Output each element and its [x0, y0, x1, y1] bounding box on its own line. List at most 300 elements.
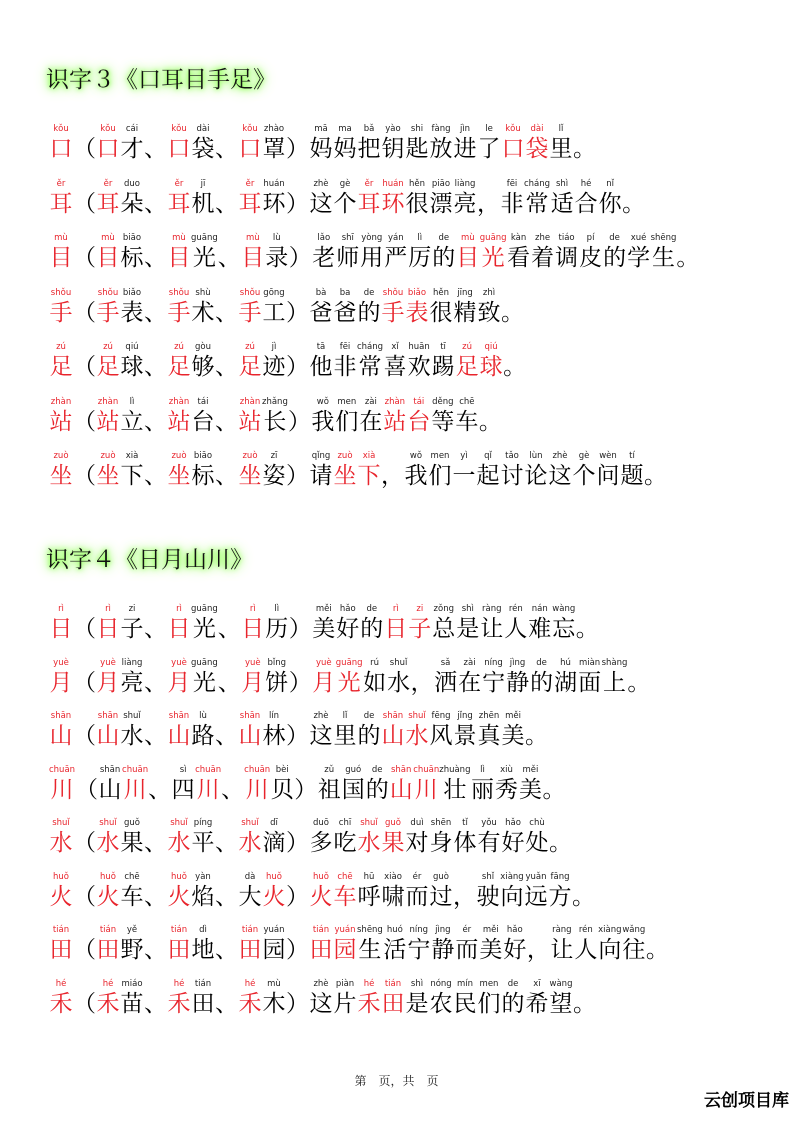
hanzi: 望: [549, 990, 573, 1017]
hanzi: 这: [309, 990, 333, 1017]
pinyin: rì: [249, 604, 256, 614]
hanzi-with-pinyin: [627, 215, 651, 271]
hanzi-with-pinyin: [384, 215, 408, 271]
pinyin: shuǐ: [123, 711, 141, 721]
hanzi-with-pinyin: [383, 379, 407, 435]
hanzi: 真: [477, 723, 501, 749]
hanzi: 水: [120, 723, 144, 749]
hanzi: 月: [167, 669, 191, 696]
hanzi: 四: [171, 776, 195, 803]
pinyin: ěr: [56, 178, 66, 189]
hanzi: 袋: [525, 136, 549, 162]
hanzi-with-pinyin: [167, 324, 191, 380]
hanzi-with-pinyin: [167, 800, 191, 856]
pinyin: shuǐ: [170, 818, 188, 828]
hanzi-with-pinyin: [359, 379, 383, 435]
hanzi: 调: [555, 245, 579, 271]
hanzi-with-pinyin: [494, 747, 518, 803]
hanzi-with-pinyin: [262, 907, 286, 963]
hanzi: 希: [525, 990, 549, 1017]
hanzi-with-pinyin: [120, 800, 144, 856]
pinyin: tián: [312, 925, 330, 935]
hanzi-with-pinyin: [120, 640, 144, 696]
hanzi-with-pinyin: [360, 586, 384, 642]
hanzi: 工: [262, 299, 286, 326]
pinyin: shǒu: [239, 287, 261, 298]
pinyin: shēn: [430, 818, 452, 828]
punctuation: ）: [286, 354, 309, 380]
hanzi-with-pinyin: [309, 161, 333, 217]
punctuation: （: [75, 776, 99, 803]
hanzi-with-pinyin: [429, 961, 453, 1017]
hanzi: 民: [453, 990, 477, 1017]
hanzi: 球: [120, 354, 144, 380]
hanzi-with-pinyin: [309, 433, 333, 489]
pinyin: wǒ: [316, 396, 329, 407]
hanzi-with-pinyin: [405, 161, 429, 217]
pinyin: rén: [508, 604, 523, 614]
hanzi-with-pinyin: [429, 270, 453, 326]
hanzi-with-pinyin: [191, 640, 218, 696]
hanzi: 里: [333, 723, 357, 749]
hanzi: 啸: [381, 883, 405, 910]
pinyin: mā: [314, 124, 328, 134]
punctuation: 、: [144, 408, 167, 435]
hanzi: 等: [431, 408, 455, 435]
hanzi: 的: [432, 245, 456, 271]
pinyin: tián: [170, 925, 188, 935]
hanzi-with-pinyin: [357, 907, 383, 963]
pinyin: dì: [199, 925, 207, 935]
hanzi: 耳: [96, 190, 120, 217]
pinyin: lǐ: [558, 124, 564, 134]
hanzi: 田: [309, 937, 333, 963]
pinyin: zhì: [482, 287, 496, 298]
punctuation: ）: [286, 830, 309, 856]
hanzi-with-pinyin: [167, 961, 191, 1017]
pinyin: hěn: [432, 287, 449, 298]
hanzi: 果: [120, 830, 144, 856]
pinyin: chuān: [49, 764, 76, 775]
hanzi-with-pinyin: [120, 433, 144, 489]
hanzi: 看: [507, 245, 531, 271]
pinyin: zhe: [535, 233, 551, 243]
hanzi: 而: [405, 883, 429, 910]
hanzi-with-pinyin: [309, 961, 333, 1017]
hanzi: 迹: [262, 354, 286, 380]
pinyin: zi: [128, 604, 136, 614]
hanzi: 让: [550, 937, 574, 963]
pinyin: tī: [440, 342, 446, 352]
punctuation: 、: [144, 830, 167, 856]
pinyin: gōng: [263, 287, 285, 298]
hanzi: 站: [96, 408, 120, 435]
hanzi-with-pinyin: [49, 324, 73, 380]
hanzi: 厉: [408, 245, 432, 271]
hanzi: 口: [238, 136, 262, 162]
hanzi-with-pinyin: [603, 215, 627, 271]
hanzi: 水: [96, 830, 120, 856]
hanzi: 方: [548, 883, 572, 910]
hanzi: 他: [309, 354, 333, 380]
hanzi: 长: [263, 408, 287, 435]
hanzi: 上: [602, 669, 626, 696]
pinyin: tǎo: [505, 451, 519, 461]
pinyin: nóng: [430, 978, 452, 989]
punctuation: 、: [144, 937, 167, 963]
hanzi-with-pinyin: [49, 433, 73, 489]
pinyin: zǔ: [324, 764, 335, 775]
hanzi: 论: [524, 463, 548, 489]
hanzi: 宁: [482, 669, 506, 696]
hanzi: 处: [525, 830, 549, 856]
hanzi-with-pinyin: [238, 324, 262, 380]
hanzi-with-pinyin: [122, 747, 148, 803]
pinyin: rú: [370, 657, 379, 668]
hanzi: 有: [477, 830, 501, 856]
pinyin: hé: [55, 978, 67, 989]
hanzi-with-pinyin: [530, 640, 554, 696]
pinyin: shì: [410, 978, 424, 989]
pinyin: zài: [463, 657, 476, 668]
hanzi-with-pinyin: [191, 161, 215, 217]
pinyin: biǎo: [407, 287, 427, 298]
hanzi: 光: [192, 245, 216, 271]
punctuation: 。: [542, 776, 566, 803]
punctuation: 。: [478, 408, 502, 435]
hanzi: 身: [429, 830, 453, 856]
hanzi-with-pinyin: [49, 693, 73, 749]
hanzi-with-pinyin: [360, 215, 384, 271]
hanzi: 禾: [357, 990, 381, 1017]
hanzi: 水: [238, 830, 262, 856]
pinyin: shǒu: [382, 287, 404, 298]
pinyin: níng: [484, 657, 503, 668]
hanzi: 漂: [429, 190, 453, 217]
pinyin: zhàn: [50, 396, 72, 407]
hanzi-with-pinyin: [238, 961, 262, 1017]
hanzi: 的: [530, 669, 554, 696]
hanzi-with-pinyin: [407, 324, 431, 380]
hanzi-with-pinyin: [381, 800, 405, 856]
hanzi: 日: [49, 616, 73, 642]
hanzi-with-pinyin: [262, 270, 286, 326]
hanzi: 足: [96, 354, 120, 380]
hanzi-with-pinyin: [195, 747, 221, 803]
pinyin: huǒ: [266, 871, 282, 882]
pinyin: dà: [244, 871, 256, 882]
hanzi: 多: [309, 830, 333, 856]
hanzi-with-pinyin: [317, 747, 341, 803]
hanzi-with-pinyin: [333, 433, 357, 489]
hanzi: 的: [365, 776, 389, 803]
hanzi: 川: [50, 776, 74, 803]
hanzi: 讨: [500, 463, 524, 489]
hanzi: 站: [383, 408, 407, 435]
pinyin: ma: [338, 124, 352, 134]
hanzi-with-pinyin: [96, 324, 120, 380]
hanzi-with-pinyin: [309, 693, 333, 749]
hanzi-with-pinyin: [572, 433, 596, 489]
hanzi: 而: [455, 937, 479, 963]
pinyin: guó: [345, 764, 362, 775]
hanzi: 站: [167, 408, 191, 435]
hanzi-with-pinyin: [241, 215, 265, 271]
pinyin: zhǎng: [262, 396, 288, 407]
hanzi: 妈: [333, 136, 357, 162]
pinyin: chē: [459, 396, 475, 407]
hanzi: 台: [191, 408, 215, 435]
hanzi-with-pinyin: [191, 215, 218, 271]
hanzi-with-pinyin: [480, 215, 507, 271]
hanzi: 日: [167, 616, 191, 642]
hanzi-with-pinyin: [191, 854, 215, 910]
pinyin: sǎ: [440, 657, 451, 668]
pinyin: zú: [56, 342, 66, 352]
pinyin: zhàn: [97, 396, 119, 407]
hanzi-with-pinyin: [357, 961, 381, 1017]
hanzi-with-pinyin: [453, 106, 477, 162]
hanzi-with-pinyin: [98, 747, 122, 803]
pinyin: tián: [194, 978, 212, 989]
hanzi-with-pinyin: [167, 215, 191, 271]
hanzi-with-pinyin: [477, 270, 501, 326]
hanzi: 下: [357, 463, 381, 489]
punctuation: ）: [286, 883, 309, 910]
pinyin: dài: [530, 124, 544, 134]
hanzi-with-pinyin: [262, 433, 286, 489]
pinyin: shuǐ: [241, 818, 259, 828]
hanzi: 水: [357, 830, 381, 856]
hanzi: 山: [167, 723, 191, 749]
punctuation: ）: [286, 136, 309, 162]
hanzi: 好: [336, 616, 360, 642]
hanzi: 远: [524, 883, 548, 910]
hanzi: 的: [357, 299, 381, 326]
hanzi-with-pinyin: [191, 800, 215, 856]
hanzi: 川: [245, 776, 269, 803]
punctuation: 。: [525, 723, 548, 749]
hanzi-with-pinyin: [244, 747, 270, 803]
hanzi-with-pinyin: [550, 907, 574, 963]
hanzi-with-pinyin: [333, 106, 357, 162]
hanzi: 题: [620, 463, 644, 489]
pinyin: fāng: [550, 871, 570, 882]
punctuation: 、: [217, 245, 241, 271]
hanzi: 标: [191, 463, 215, 489]
hanzi-with-pinyin: [191, 693, 215, 749]
punctuation: （: [73, 723, 96, 749]
example-line: [49, 270, 789, 326]
hanzi: 忘: [552, 616, 576, 642]
hanzi-with-pinyin: [528, 586, 552, 642]
example-line: [49, 854, 789, 910]
pinyin: ér: [462, 925, 472, 935]
hanzi: 里: [549, 136, 573, 162]
hanzi-with-pinyin: [96, 106, 120, 162]
hanzi: 坐: [49, 463, 73, 489]
punctuation: （: [73, 616, 96, 642]
punctuation: ）: [286, 299, 309, 326]
pinyin: ěr: [174, 178, 184, 189]
hanzi-with-pinyin: [453, 161, 477, 217]
hanzi: 学: [627, 245, 651, 271]
pinyin: zuò: [337, 451, 353, 461]
example-line: [49, 640, 789, 696]
hanzi: 标: [120, 245, 144, 271]
pinyin: guò: [433, 871, 449, 882]
hanzi: 我: [311, 408, 335, 435]
hanzi: 人: [504, 616, 528, 642]
hanzi: 表: [405, 299, 429, 326]
pinyin: zhàn: [239, 396, 261, 407]
hanzi: 口: [167, 136, 191, 162]
hanzi: 下: [120, 463, 144, 489]
hanzi-with-pinyin: [500, 161, 524, 217]
hanzi-with-pinyin: [167, 379, 191, 435]
hanzi-with-pinyin: [265, 215, 289, 271]
pinyin: rì: [105, 604, 111, 614]
hanzi-with-pinyin: [405, 693, 429, 749]
hanzi-with-pinyin: [384, 586, 408, 642]
hanzi-with-pinyin: [309, 854, 333, 910]
example-line: [49, 961, 789, 1017]
example-line: [49, 379, 789, 435]
hanzi: 活: [383, 937, 407, 963]
pinyin: chuān: [413, 764, 440, 775]
hanzi-with-pinyin: [439, 747, 470, 803]
pinyin: guāng: [191, 233, 218, 243]
pinyin: kàn: [510, 233, 527, 243]
hanzi-with-pinyin: [191, 586, 218, 642]
pinyin: gè: [578, 451, 590, 461]
pinyin: shēng: [357, 925, 383, 935]
hanzi: 林: [262, 723, 286, 749]
hanzi: 禾: [96, 990, 120, 1017]
hanzi: 坐: [96, 463, 120, 489]
hanzi: 车: [455, 408, 479, 435]
hanzi-with-pinyin: [357, 854, 381, 910]
hanzi-with-pinyin: [96, 215, 120, 271]
pinyin: lǐ: [342, 711, 348, 721]
hanzi-with-pinyin: [429, 161, 453, 217]
hanzi: 亮: [453, 190, 477, 217]
hanzi: 山: [98, 776, 122, 803]
pinyin: ěr: [245, 178, 255, 189]
pinyin: yǒu: [481, 818, 497, 828]
lesson-title: 识字３《口耳目手足》: [46, 67, 276, 93]
hanzi-with-pinyin: [579, 215, 603, 271]
hanzi-with-pinyin: [333, 907, 357, 963]
hanzi-with-pinyin: [458, 640, 482, 696]
hanzi-with-pinyin: [389, 747, 413, 803]
pinyin: xiù: [500, 764, 513, 775]
hanzi: 光: [337, 669, 361, 696]
pinyin: de: [609, 233, 620, 243]
pinyin: yuè: [171, 657, 187, 668]
punctuation: 、: [144, 990, 167, 1017]
hanzi-with-pinyin: [552, 586, 576, 642]
hanzi: 用: [360, 245, 384, 271]
pinyin: ér: [412, 871, 422, 882]
punctuation: ）: [287, 408, 311, 435]
hanzi-with-pinyin: [598, 907, 622, 963]
hanzi: 田: [49, 937, 73, 963]
hanzi: 日: [241, 616, 265, 642]
hanzi: 总: [432, 616, 456, 642]
hanzi: 车: [120, 883, 144, 910]
hanzi: 宁: [407, 937, 431, 963]
hanzi: 水: [387, 669, 411, 696]
hanzi-with-pinyin: [167, 433, 191, 489]
hanzi-with-pinyin: [434, 640, 458, 696]
hanzi-with-pinyin: [49, 640, 73, 696]
hanzi: 目: [49, 245, 73, 271]
punctuation: 。: [573, 136, 596, 162]
punctuation: 、: [144, 136, 167, 162]
hanzi-with-pinyin: [407, 907, 431, 963]
hanzi-with-pinyin: [238, 270, 262, 326]
pinyin: mù: [460, 233, 475, 243]
hanzi: 车: [333, 883, 357, 910]
hanzi-with-pinyin: [49, 800, 73, 856]
hanzi: 足: [238, 354, 262, 380]
pinyin: ěr: [103, 178, 113, 189]
hanzi-with-pinyin: [335, 379, 359, 435]
pinyin: zú: [245, 342, 255, 352]
hanzi: 生: [358, 937, 382, 963]
hanzi: 丽: [470, 776, 494, 803]
hanzi: 放: [429, 136, 453, 162]
pinyin: jìn: [459, 124, 471, 134]
pinyin: tā: [316, 342, 326, 352]
punctuation: 、: [215, 990, 238, 1017]
hanzi: 耳: [167, 190, 191, 217]
hanzi-with-pinyin: [455, 379, 479, 435]
hanzi-with-pinyin: [455, 324, 479, 380]
hanzi-with-pinyin: [456, 215, 480, 271]
punctuation: 、: [144, 299, 167, 326]
punctuation: ，: [526, 937, 550, 963]
hanzi-with-pinyin: [191, 270, 215, 326]
hanzi-with-pinyin: [381, 854, 405, 910]
hanzi: 静: [506, 669, 530, 696]
punctuation: （: [73, 883, 96, 910]
hanzi-with-pinyin: [238, 854, 262, 910]
hanzi-with-pinyin: [622, 907, 646, 963]
hanzi-with-pinyin: [191, 961, 215, 1017]
hanzi-with-pinyin: [596, 433, 620, 489]
hanzi: 饼: [265, 669, 289, 696]
punctuation: 、: [215, 190, 238, 217]
pinyin: zú: [462, 342, 472, 352]
hanzi-with-pinyin: [262, 161, 286, 217]
hanzi-with-pinyin: [428, 433, 452, 489]
hanzi-with-pinyin: [167, 640, 191, 696]
pinyin: xiào: [384, 871, 402, 882]
hanzi-with-pinyin: [333, 324, 357, 380]
pinyin: shǐ: [481, 871, 495, 882]
example-line: [49, 324, 789, 380]
pinyin: yì: [460, 451, 468, 461]
pinyin: ràng: [482, 604, 502, 614]
hanzi-with-pinyin: [262, 106, 286, 162]
hanzi-with-pinyin: [598, 161, 622, 217]
punctuation: 。: [575, 616, 599, 642]
pinyin: xià: [362, 451, 376, 461]
hanzi-with-pinyin: [453, 270, 477, 326]
hanzi: 山: [49, 723, 73, 749]
